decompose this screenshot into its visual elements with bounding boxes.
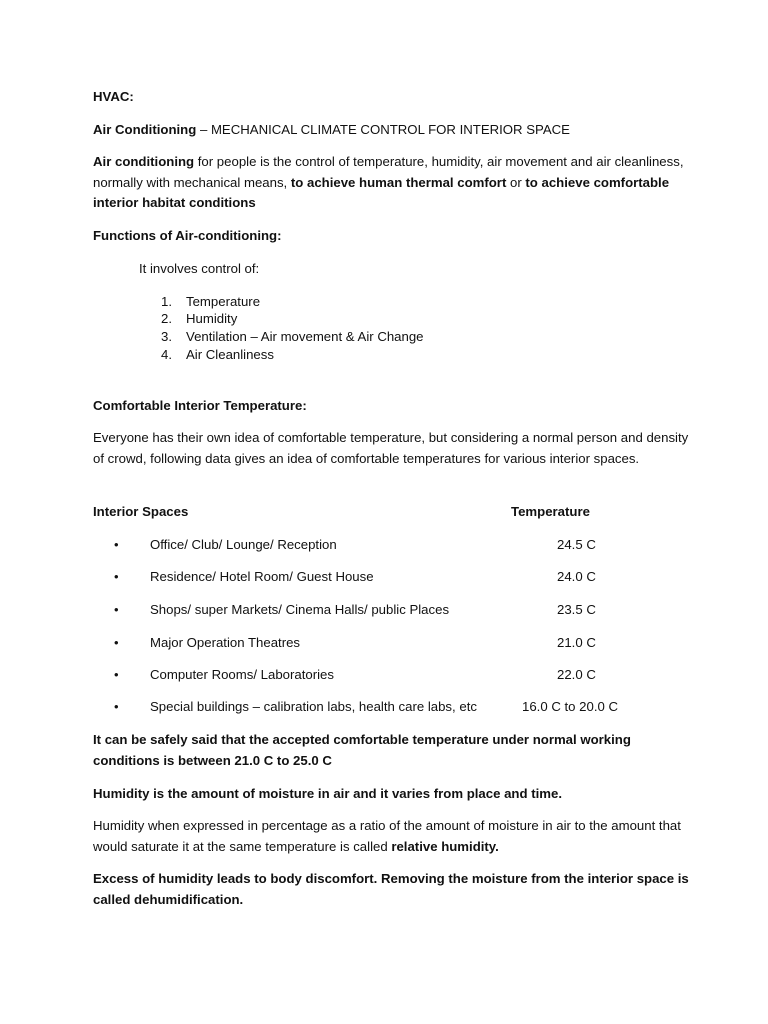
list-item [161, 311, 172, 326]
table-cell-temp: 16.0 C to 20.0 C [522, 699, 619, 714]
list-item [161, 347, 172, 362]
list-item-label: Air Cleanliness [186, 347, 274, 362]
bullet: • [114, 602, 119, 617]
table-cell-temp: 24.0 C [557, 569, 596, 584]
ac-definition [93, 152, 693, 214]
ac-title-bold: Air Conditioning [93, 122, 197, 137]
bullet: • [114, 635, 119, 650]
list-item-number: 3. [161, 329, 172, 344]
list-item-number: 2. [161, 311, 172, 326]
functions-heading: Functions of Air-conditioning: [93, 228, 282, 243]
list-item-number: 1. [161, 294, 172, 309]
safe-range-statement: It can be safely said that the accepted comfortable temperature under normal working conditions is between 21.0 C to 25.0 C [93, 732, 631, 768]
ac-definition-term: Air conditioning [93, 154, 195, 169]
comfort-text: Everyone has their own idea of comfortable temperature, but considering a normal person and density of crowd, following data gives an idea of comfortable temperatures for various interior spaces. [93, 430, 689, 466]
list-item-label: Humidity [186, 311, 238, 326]
ac-title [93, 122, 570, 137]
ac-definition-or: or [506, 174, 526, 190]
humidity-definition: Humidity is the amount of moisture in air and it varies from place and time. [93, 786, 562, 801]
list-item [161, 329, 172, 344]
bullet: • [114, 569, 119, 584]
dehumidification-text: Excess of humidity leads to body discomfort. Removing the moisture from the interior space is called dehumidification. [93, 871, 689, 907]
table-cell-space: Office/ Club/ Lounge/ Reception [150, 537, 337, 552]
ac-definition-goal-2: to achieve comfortable interior habitat conditions [93, 174, 670, 210]
bullet: • [114, 667, 119, 682]
heading-hvac: HVAC: [93, 89, 134, 104]
column-header-temperature: Temperature [511, 504, 590, 519]
relative-humidity-text [93, 816, 693, 857]
relative-humidity-term: relative humidity. [391, 838, 499, 854]
table-cell-space: Major Operation Theatres [150, 635, 301, 650]
relative-humidity-body: Humidity when expressed in percentage as a ratio of the amount of moisture in air to the amount that would saturate it at the same temperature is called [93, 818, 681, 854]
bullet: • [114, 699, 119, 714]
comfort-heading: Comfortable Interior Temperature: [93, 398, 307, 413]
table-cell-temp: 24.5 C [557, 537, 596, 552]
list-item-label: Ventilation – Air movement & Air Change [186, 329, 424, 344]
table-cell-space: Residence/ Hotel Room/ Guest House [150, 569, 374, 584]
table-cell-space: Special buildings – calibration labs, health care labs, etc [150, 699, 477, 714]
list-item [161, 294, 172, 309]
table-cell-space: Computer Rooms/ Laboratories [150, 667, 334, 682]
table-cell-temp: 22.0 C [557, 667, 596, 682]
ac-title-rest: – MECHANICAL CLIMATE CONTROL FOR INTERIOR SPACE [196, 122, 570, 137]
list-item-label: Temperature [186, 294, 261, 309]
list-item-number: 4. [161, 347, 172, 362]
table-cell-temp: 21.0 C [557, 635, 596, 650]
table-cell-space: Shops/ super Markets/ Cinema Halls/ public Places [150, 602, 450, 617]
table-cell-temp: 23.5 C [557, 602, 596, 617]
ac-definition-text: for people is the control of temperature, humidity, air movement and air cleanliness, normally with mechanical means, [93, 154, 684, 190]
column-header-spaces: Interior Spaces [93, 504, 189, 519]
bullet: • [114, 537, 119, 552]
involves-text: It involves control of: [139, 261, 260, 276]
ac-definition-goal-1: to achieve human thermal comfort [290, 174, 507, 190]
